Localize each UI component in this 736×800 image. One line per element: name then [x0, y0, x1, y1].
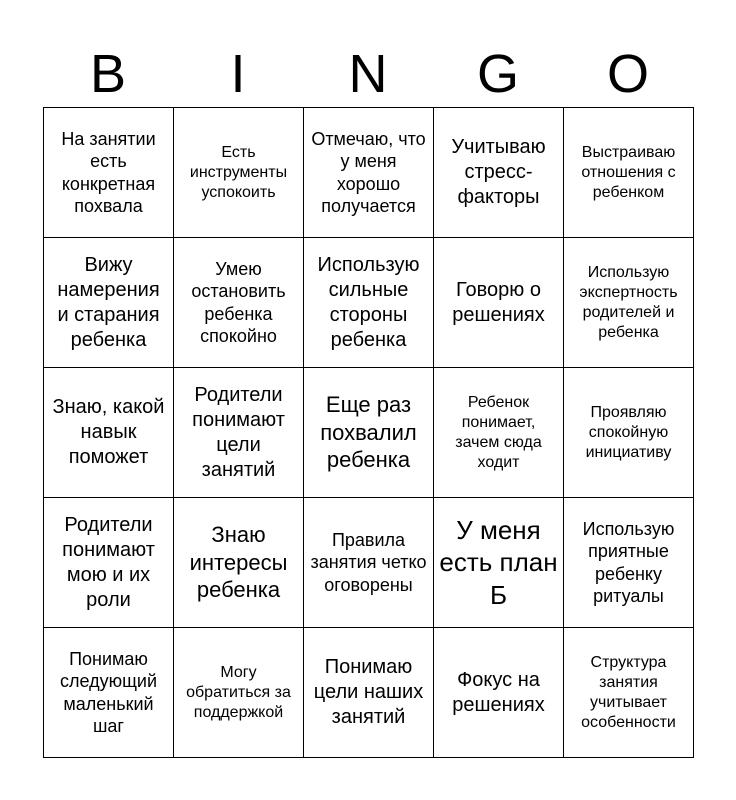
bingo-cell[interactable]: Есть инструменты успокоить	[174, 108, 304, 238]
header-letter-i: I	[230, 44, 246, 104]
board-row	[44, 368, 694, 498]
header-letter-o: O	[606, 44, 649, 104]
header-letter-b: B	[89, 44, 127, 104]
bingo-cell[interactable]: Родители понимают мою и их роли	[44, 498, 174, 628]
board-row	[44, 628, 694, 758]
bingo-cell[interactable]: Еще раз похвалил ребенка	[304, 368, 434, 498]
bingo-cell[interactable]: Умею остановить ребенка спокойно	[174, 238, 304, 368]
board-row	[44, 498, 694, 628]
bingo-cell[interactable]: Знаю интересы ребенка	[174, 498, 304, 628]
bingo-cell[interactable]: Использую экспертность родителей и ребенка	[564, 238, 694, 368]
bingo-cell[interactable]: Проявляю спокойную инициативу	[564, 368, 694, 498]
bingo-cell[interactable]: Структура занятия учитывает особенности	[564, 628, 694, 758]
header-letter-n: N	[348, 44, 388, 104]
bingo-cell[interactable]: Ребенок понимает, зачем сюда ходит	[434, 368, 564, 498]
bingo-cell[interactable]: Могу обратиться за поддержкой	[174, 628, 304, 758]
bingo-cell[interactable]: Выстраиваю отношения с ребенком	[564, 108, 694, 238]
bingo-cell[interactable]: Фокус на решениях	[434, 628, 564, 758]
bingo-cell[interactable]: Знаю, какой навык поможет	[44, 368, 174, 498]
bingo-cell[interactable]: Использую сильные стороны ребенка	[304, 238, 434, 368]
bingo-cell[interactable]: Понимаю цели наших занятий	[304, 628, 434, 758]
bingo-cell[interactable]: Правила занятия четко оговорены	[304, 498, 434, 628]
board-row	[44, 108, 694, 238]
board-row	[44, 238, 694, 368]
bingo-cell[interactable]: Говорю о решениях	[434, 238, 564, 368]
bingo-cell[interactable]: Родители понимают цели занятий	[174, 368, 304, 498]
bingo-cell[interactable]: Использую приятные ребенку ритуалы	[564, 498, 694, 628]
header-letter-g: G	[476, 44, 519, 104]
bingo-cell[interactable]: Понимаю следующий маленький шаг	[44, 628, 174, 758]
bingo-cell[interactable]: На занятии есть конкретная похвала	[44, 108, 174, 238]
bingo-cell[interactable]: Отмечаю, что у меня хорошо получается	[304, 108, 434, 238]
bingo-cell[interactable]: Вижу намерения и старания ребенка	[44, 238, 174, 368]
bingo-header	[43, 40, 693, 108]
bingo-board	[43, 107, 694, 758]
bingo-cell[interactable]: У меня есть план Б	[434, 498, 564, 628]
bingo-cell[interactable]: Учитываю стресс-факторы	[434, 108, 564, 238]
